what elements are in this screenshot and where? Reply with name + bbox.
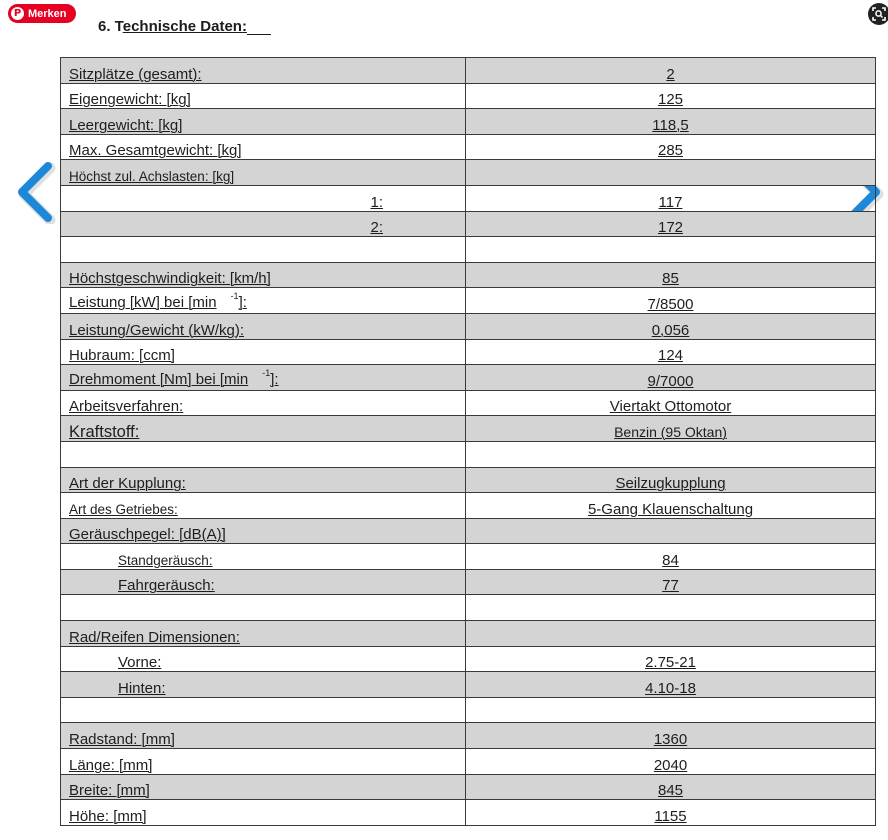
table-row [61,237,876,263]
row-value-text: 0,056 [651,321,690,339]
row-value-text: 172 [657,219,684,237]
row-label-text: Standgeräusch: [118,552,213,568]
row-value [466,339,876,365]
row-value-text: 1360 [653,731,688,749]
row-label-text: Arbeitsverfahren: [69,398,184,416]
row-value-text: 2 [666,65,675,83]
row-value-text: Viertakt Ottomotor [609,398,732,416]
table-row [61,313,876,339]
table-row [61,288,876,314]
title-underline [247,20,271,35]
table-row [61,185,876,211]
table-row [61,518,876,544]
row-value-text: 2.75-21 [645,654,696,672]
row-value-text: 77 [662,577,679,595]
row-label [61,134,466,160]
row-value [466,621,876,647]
row-value-text: 124 [657,347,684,365]
row-label [61,774,466,800]
row-value [466,58,876,84]
row-label [61,365,466,391]
row-label [61,390,466,416]
row-label [61,83,466,109]
row-label-text: Leergewicht: [kg] [69,116,183,134]
table-row [61,109,876,135]
table-row [61,697,876,723]
row-label [61,58,466,84]
technical-data-body [61,58,876,826]
row-label-text: Max. Gesamtgewicht: [kg] [69,142,242,160]
row-value-text: 125 [657,91,684,109]
row-value [466,441,876,467]
row-label-text: Höchst zul. Achslasten: [kg] [69,168,235,184]
table-row [61,441,876,467]
row-value [466,595,876,621]
row-value-text: 85 [662,270,679,288]
row-value-text: Benzin (95 Oktan) [614,423,727,440]
section-title-text: echnische Daten: [122,18,247,35]
row-value [466,800,876,826]
row-label [61,800,466,826]
row-value [466,672,876,698]
row-label-text: Hinten: [118,679,166,697]
row-value [466,646,876,672]
row-value-text: 2040 [653,756,688,774]
table-row [61,544,876,570]
row-value-text: 285 [657,142,684,160]
row-label-text: Hubraum: [ccm] [69,347,175,365]
row-label [61,467,466,493]
row-value [466,237,876,263]
table-row [61,83,876,109]
row-label-text: 2: [370,219,383,237]
row-label [61,237,466,263]
row-label [61,697,466,723]
pinterest-save-label: Merken [28,7,67,20]
row-label-text: Länge: [mm] [69,756,153,774]
row-value [466,109,876,135]
table-row [61,211,876,237]
row-label [61,288,466,314]
section-title [98,18,271,35]
technical-data-table [60,57,876,826]
row-label-suffix: ]: [270,370,279,388]
table-row [61,595,876,621]
row-value [466,416,876,442]
row-label [61,416,466,442]
row-label-text: Höchstgeschwindigkeit: [km/h] [69,270,271,288]
row-value-text: 117 [658,193,683,211]
table-row [61,672,876,698]
table-row [61,749,876,775]
row-label [61,211,466,237]
row-label-text: Rad/Reifen Dimensionen: [69,628,240,646]
row-label-text: Radstand: [mm] [69,731,175,749]
row-label [61,262,466,288]
row-label [61,723,466,749]
row-label-text: Art der Kupplung: [69,475,186,493]
row-label [61,518,466,544]
row-value [466,365,876,391]
row-value [466,774,876,800]
row-label-text: 1: [370,193,383,211]
table-row [61,774,876,800]
row-value-text: 5-Gang Klauenschaltung [587,500,754,518]
row-label-text: Drehmoment [Nm] bei [min [69,370,249,388]
row-value [466,697,876,723]
row-value [466,467,876,493]
row-label-superscript: -1 [262,367,271,378]
row-label [61,185,466,211]
row-label-text: Vorne: [118,654,162,672]
row-value [466,288,876,314]
table-row [61,58,876,84]
row-label-text: Fahrgeräusch: [118,577,215,595]
table-row [61,467,876,493]
row-label [61,339,466,365]
row-value [466,313,876,339]
row-label [61,672,466,698]
row-label-text: Eigengewicht: [kg] [69,91,191,109]
row-value [466,749,876,775]
table-row [61,160,876,186]
table-row [61,416,876,442]
row-label [61,646,466,672]
row-value [466,83,876,109]
row-value [466,211,876,237]
row-value-text: 845 [657,782,684,800]
table-row [61,569,876,595]
visual-search-button[interactable] [868,3,888,25]
row-value-text: 118,5 [652,116,689,134]
pinterest-logo-icon: P [11,7,24,20]
row-label-text: Breite: [mm] [69,782,150,800]
pinterest-save-button[interactable] [8,4,76,23]
row-label [61,109,466,135]
row-value-text: 7/8500 [647,295,694,313]
row-value-text: 9/7000 [647,372,694,390]
row-value [466,185,876,211]
row-label-text: Leistung [kW] bei [min [69,293,217,311]
row-value-text: 4.10-18 [645,679,696,697]
row-label [61,441,466,467]
table-row [61,800,876,826]
row-value-text: 84 [662,551,679,569]
table-row [61,262,876,288]
row-label [61,595,466,621]
row-value [466,723,876,749]
table-row [61,390,876,416]
table-row [61,493,876,519]
row-label [61,313,466,339]
row-label-suffix: ]: [238,293,247,311]
row-value [466,518,876,544]
row-label [61,544,466,570]
row-label [61,569,466,595]
table-row [61,365,876,391]
row-label-text: Sitzplätze (gesamt): [69,65,202,83]
row-label [61,493,466,519]
table-row [61,723,876,749]
row-value [466,390,876,416]
row-value-text: Seilzugkupplung [615,475,726,493]
row-label [61,621,466,647]
row-label [61,160,466,186]
row-label-text: Höhe: [mm] [69,807,147,825]
row-label-text: Leistung/Gewicht (kW/kg): [69,321,245,339]
row-label-superscript: -1 [230,290,239,301]
row-label-text: Kraftstoff: [69,422,140,441]
row-label-text: Art des Getriebes: [69,501,178,517]
row-value [466,262,876,288]
row-value [466,544,876,570]
section-title-prefix: 6. T [98,18,123,35]
table-row [61,339,876,365]
chevron-left-icon [12,160,56,224]
table-row [61,646,876,672]
visual-search-icon [872,7,886,21]
row-label-text: Geräuschpegel: [dB(A)] [69,526,226,544]
row-value-text: 1155 [654,807,687,825]
row-value [466,134,876,160]
row-value [466,569,876,595]
row-value [466,160,876,186]
table-row [61,134,876,160]
previous-image-button[interactable] [12,160,56,224]
table-row [61,621,876,647]
row-value [466,493,876,519]
row-label [61,749,466,775]
